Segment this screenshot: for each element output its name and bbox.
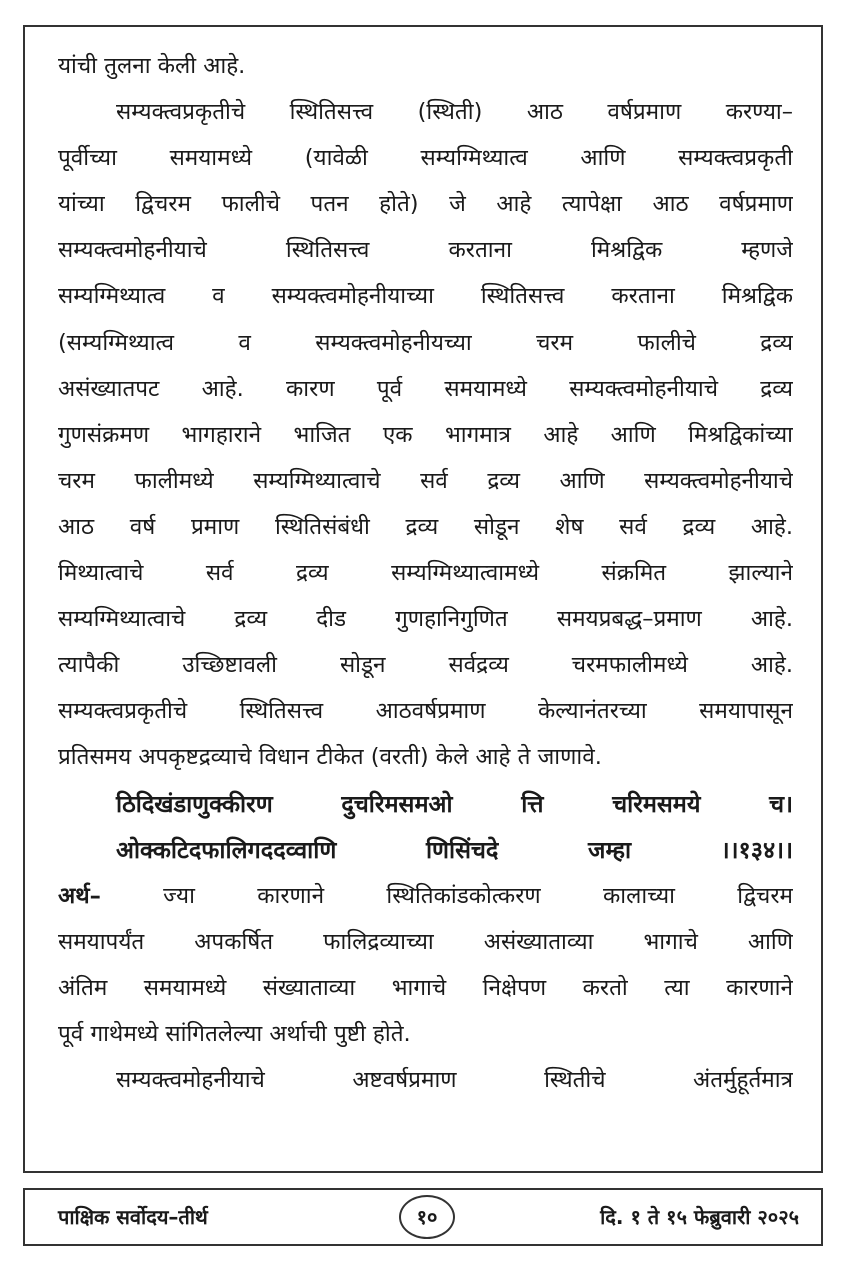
text-line: सम्यक्त्वमोहनीयाचे अष्टवर्षप्रमाण स्थितीचे अंतर्मुहूर्तमात्र [116,1067,793,1094]
text-line: समयापर्यंत अपकर्षित फालिद्रव्याच्या असंख्याताव्या भागाचे आणि [58,928,793,955]
page-frame [23,25,823,1173]
text-line: गुणसंक्रमण भागहाराने भाजित एक भागमात्र आहे आणि मिश्रद्विकांच्या [58,421,793,448]
text-line: यांची तुलना केली आहे. [58,53,246,79]
page-number: १० [399,1195,455,1239]
page-content [58,43,793,1103]
meaning-label: अर्थ– [58,882,101,909]
text-line: सम्यग्मिथ्यात्व व सम्यक्त्वमोहनीयाच्या स्थितिसत्त्व करताना मिश्रद्विक [58,283,793,310]
meaning-first-line [58,873,793,919]
text-line: प्रतिसमय अपकृष्टद्रव्याचे विधान टीकेत (वरती) केले आहे ते जाणावे. [58,744,602,771]
text-line: सम्यक्त्वप्रकृतीचे स्थितिसत्त्व (स्थिती) आठ वर्षप्रमाण करण्या– [116,99,793,126]
text-line: सम्यग्मिथ्यात्वाचे द्रव्य दीड गुणहानिगुणित समयप्रबद्ध–प्रमाण आहे. [58,606,793,633]
text-line: सम्यक्त्वमोहनीयाचे स्थितिसत्त्व करताना मिश्रद्विक म्हणजे [58,237,793,264]
text-line: यांच्या द्विचरम फालीचे पतन होते) जे आहे त्यापेक्षा आठ वर्षप्रमाण [58,191,793,218]
verse-line: ठिदिखंडाणुक्कीरण दुचरिमसमओ त्ति चरिमसमये च। [116,789,793,818]
text-line: मिथ्यात्वाचे सर्व द्रव्य सम्यग्मिथ्यात्वामध्ये संक्रमित झाल्याने [58,560,793,587]
issue-date: दि. १ ते १५ फेब्रुवारी २०२५ [600,1205,799,1229]
text-line: पूर्वीच्या समयामध्ये (यावेळी सम्यग्मिथ्यात्व आणि सम्यक्त्वप्रकृती [58,145,793,172]
text-line: असंख्यातपट आहे. कारण पूर्व समयामध्ये सम्यक्त्वमोहनीयाचे द्रव्य [58,375,793,402]
meaning-text: ज्या कारणाने स्थितिकांडकोत्करण कालाच्या द्विचरम [163,882,793,909]
text-line: पूर्व गाथेमध्ये सांगितलेल्या अर्थाची पुष्टी होते. [58,1020,411,1047]
page-footer [23,1188,823,1246]
text-line: सम्यक्त्वप्रकृतीचे स्थितिसत्त्व आठवर्षप्रमाण केल्यानंतरच्या समयापासून [58,698,793,725]
text-line: अंतिम समयामध्ये संख्याताव्या भागाचे निक्षेपण करतो त्या कारणाने [58,974,793,1001]
publication-name: पाक्षिक सर्वोदय–तीर्थ [58,1205,208,1229]
text-line: आठ वर्ष प्रमाण स्थितिसंबंधी द्रव्य सोडून शेष सर्व द्रव्य आहे. [58,513,793,540]
text-line: त्यापैकी उच्छिष्टावली सोडून सर्वद्रव्य चरमफालीमध्ये आहे. [58,652,793,679]
verse-line: ओक्कटिदफालिगददव्वाणि णिसिंचदे जम्हा ।।१३४।। [116,835,793,864]
text-line: चरम फालीमध्ये सम्यग्मिथ्यात्वाचे सर्व द्रव्य आणि सम्यक्त्वमोहनीयाचे [58,467,793,494]
text-line: (सम्यग्मिथ्यात्व व सम्यक्त्वमोहनीयच्या चरम फालीचे द्रव्य [58,329,793,356]
